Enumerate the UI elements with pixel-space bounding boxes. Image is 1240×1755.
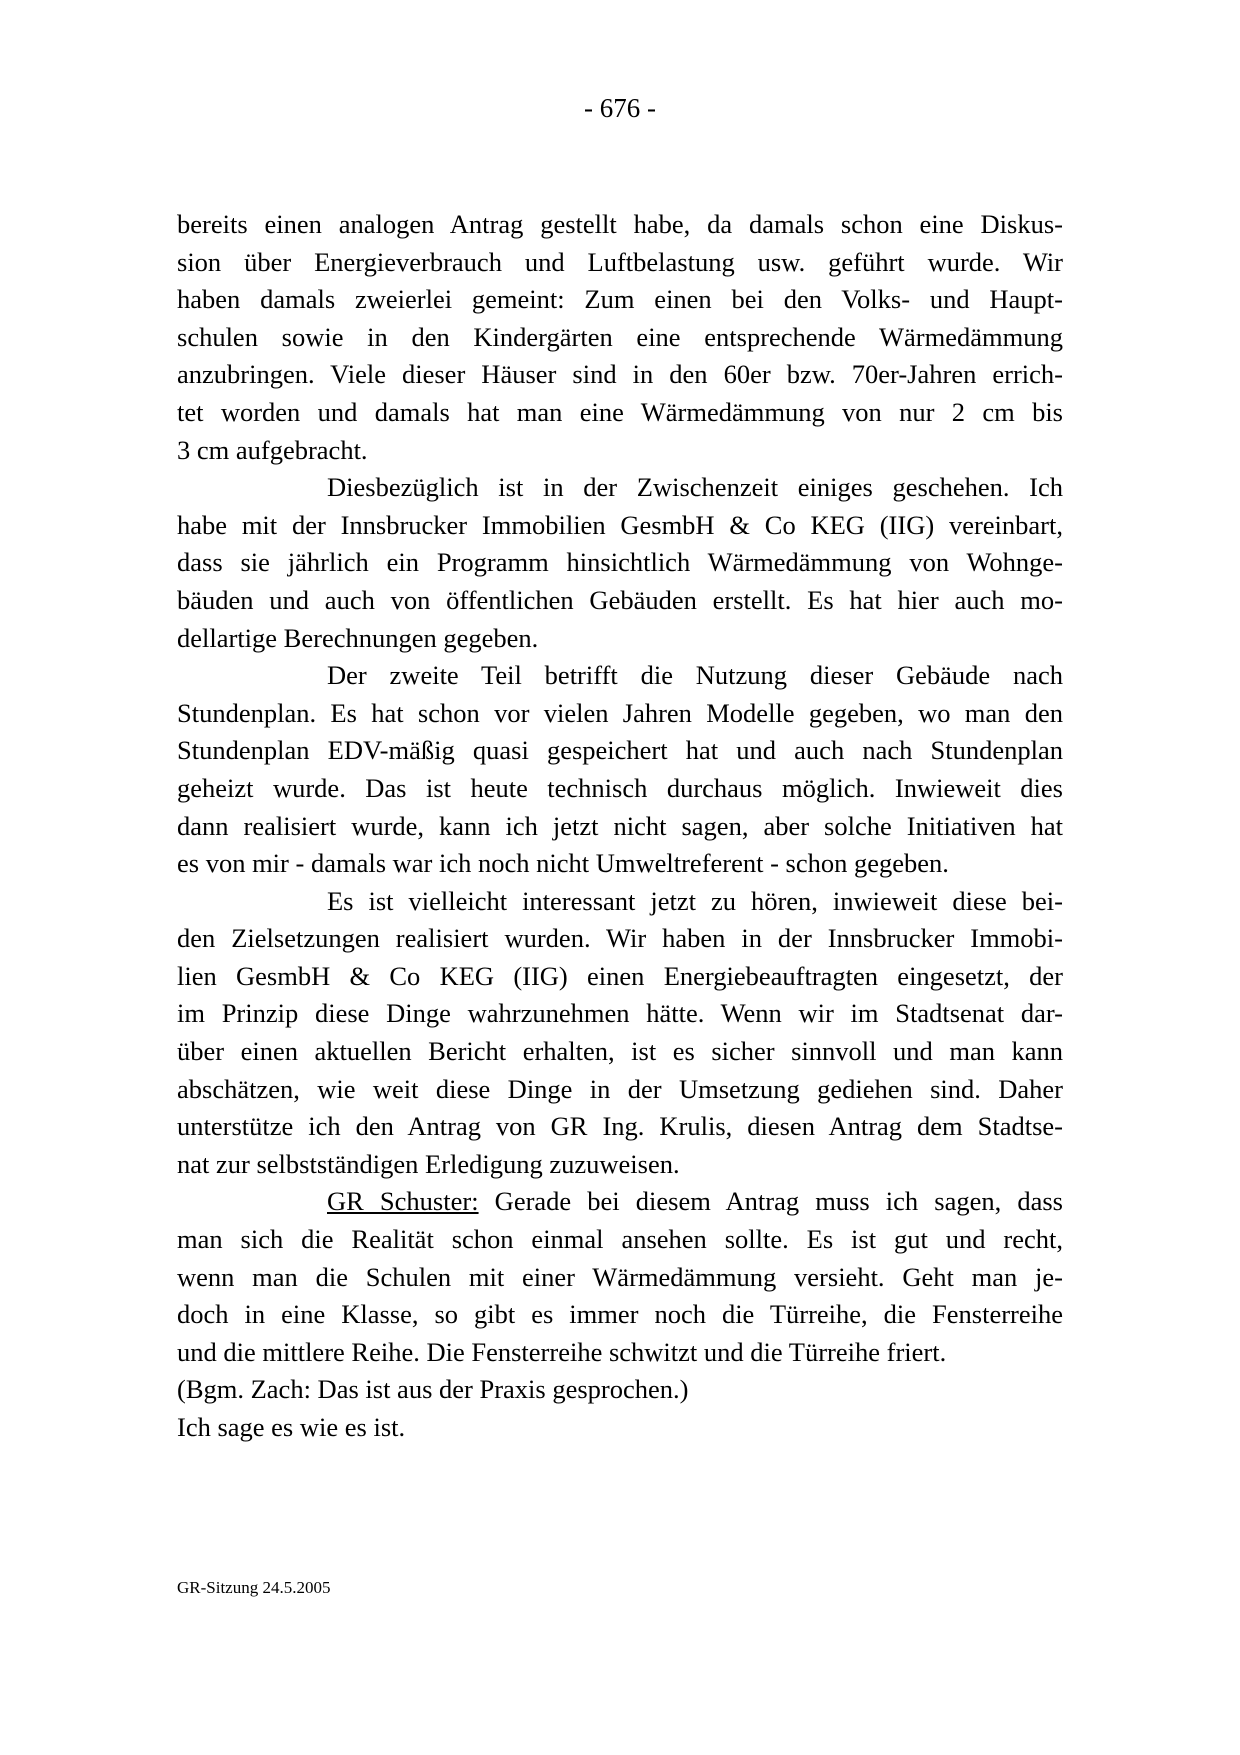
text-line: Der zweite Teil betrifft die Nutzung dieser Gebäude nach bbox=[327, 660, 1063, 691]
text-line: man sich die Realität schon einmal ansehen sollte. Es ist gut und recht, bbox=[177, 1224, 1063, 1255]
text-line: dellartige Berechnungen gegeben. bbox=[177, 622, 539, 653]
text-line: Diesbezüglich ist in der Zwischenzeit einiges geschehen. Ich bbox=[327, 472, 1063, 503]
text-line: sion über Energieverbrauch und Luftbelastung usw. geführt wurde. Wir bbox=[177, 246, 1063, 277]
text-line: nat zur selbstständigen Erledigung zuzuweisen. bbox=[177, 1148, 680, 1179]
text-line bbox=[177, 1183, 1063, 1221]
text-line: Es ist vielleicht interessant jetzt zu hören, inwieweit diese bei- bbox=[327, 885, 1063, 916]
text-line: Stundenplan EDV-mäßig quasi gespeichert hat und auch nach Stundenplan bbox=[177, 735, 1063, 766]
text-line: anzubringen. Viele dieser Häuser sind in den 60er bzw. 70er-Jahren errich- bbox=[177, 359, 1063, 390]
text-line: wenn man die Schulen mit einer Wärmedämmung versieht. Geht man je- bbox=[177, 1261, 1063, 1292]
text-line: haben damals zweierlei gemeint: Zum einen bei den Volks- und Haupt- bbox=[177, 284, 1063, 315]
text-line: habe mit der Innsbrucker Immobilien GesmbH & Co KEG (IIG) vereinbart, bbox=[177, 509, 1063, 540]
text-line: bereits einen analogen Antrag gestellt habe, da damals schon eine Diskus- bbox=[177, 209, 1063, 239]
text-line: und die mittlere Reihe. Die Fensterreihe schwitzt und die Türreihe friert. bbox=[177, 1336, 947, 1367]
interjection: (Bgm. Zach: Das ist aus der Praxis gesprochen.) bbox=[177, 1374, 689, 1405]
page-number: - 676 - bbox=[584, 93, 656, 123]
text-line: schulen sowie in den Kindergärten eine entsprechende Wärmedämmung bbox=[177, 321, 1063, 352]
text-line: den Zielsetzungen realisiert wurden. Wir haben in der Innsbrucker Immobi- bbox=[177, 923, 1063, 954]
text-line: unterstütze ich den Antrag von GR Ing. Krulis, diesen Antrag dem Stadtse- bbox=[177, 1111, 1063, 1142]
text-line: tet worden und damals hat man eine Wärmedämmung von nur 2 cm bis bbox=[177, 396, 1063, 427]
text-line: doch in eine Klasse, so gibt es immer noch die Türreihe, die Fensterreihe bbox=[177, 1299, 1063, 1330]
speaker-name: GR Schuster: bbox=[327, 1186, 479, 1217]
text-line: lien GesmbH & Co KEG (IIG) einen Energiebeauftragten eingesetzt, der bbox=[177, 960, 1063, 991]
text-line: geheizt wurde. Das ist heute technisch durchaus möglich. Inwieweit dies bbox=[177, 772, 1063, 803]
text-line: im Prinzip diese Dinge wahrzunehmen hätte. Wenn wir im Stadtsenat dar- bbox=[177, 998, 1063, 1029]
text-line: abschätzen, wie weit diese Dinge in der Umsetzung gediehen sind. Daher bbox=[177, 1073, 1063, 1104]
text-line: Stundenplan. Es hat schon vor vielen Jahren Modelle gegeben, wo man den bbox=[177, 697, 1063, 728]
document-body bbox=[177, 206, 1063, 1447]
closing-line: Ich sage es wie es ist. bbox=[177, 1412, 406, 1442]
footer-session-date: GR-Sitzung 24.5.2005 bbox=[177, 1578, 331, 1597]
text-line: über einen aktuellen Bericht erhalten, ist es sicher sinnvoll und man kann bbox=[177, 1036, 1063, 1067]
text-line: es von mir - damals war ich noch nicht Umweltreferent - schon gegeben. bbox=[177, 848, 949, 879]
text-line: dass sie jährlich ein Programm hinsichtlich Wärmedämmung von Wohnge- bbox=[177, 547, 1063, 578]
speaker-statement: Gerade bei diesem Antrag muss ich sagen, dass bbox=[478, 1186, 1063, 1217]
text-line: dann realisiert wurde, kann ich jetzt nicht sagen, aber solche Initiativen hat bbox=[177, 810, 1063, 841]
text-line: bäuden und auch von öffentlichen Gebäuden erstellt. Es hat hier auch mo- bbox=[177, 584, 1063, 615]
text-line: 3 cm aufgebracht. bbox=[177, 434, 368, 465]
